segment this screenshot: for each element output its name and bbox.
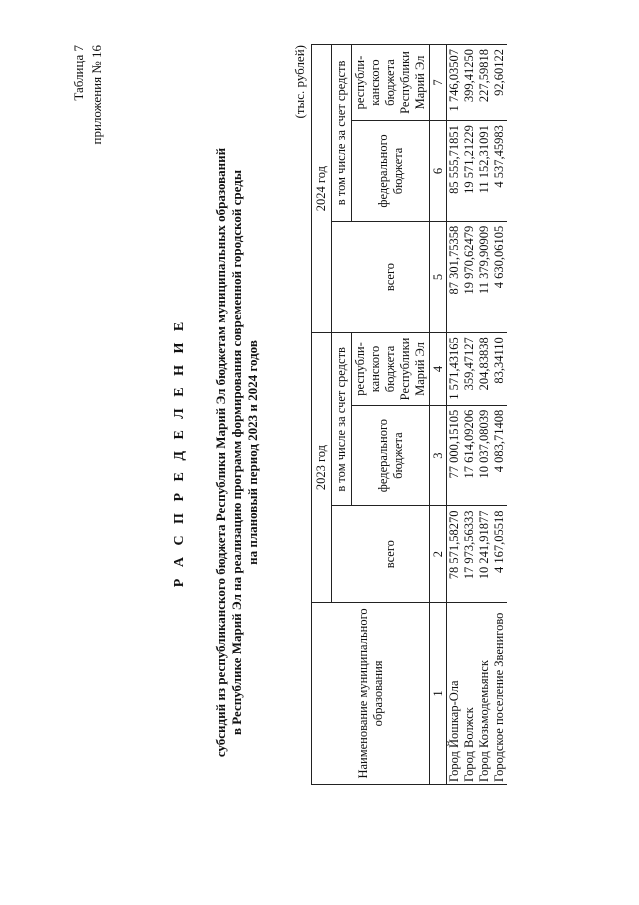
row-name: Город Волжск [462, 602, 477, 784]
units-label: (тыс. рублей) [292, 45, 307, 119]
col-header-total-2023: всего [352, 506, 430, 602]
cell-value: 77 000,15105 [447, 405, 462, 506]
distribution-table [311, 44, 507, 785]
cell-value: 10 241,91877 [477, 506, 492, 602]
cell-value: 87 301,75358 [447, 221, 462, 332]
appendix-reference: приложения № 16 [89, 45, 104, 145]
col-number: 3 [430, 405, 447, 506]
cell-value: 1 746,03507 [447, 45, 462, 121]
cell-value: 10 037,08039 [477, 405, 492, 506]
col-header-federal-2024: федерального бюджета [352, 121, 430, 222]
subtitle-line-1: субсидий из республиканского бюджета Республики Марий Эл бюджетам муниципальных образований [213, 147, 228, 758]
cell-value: 83,34110 [492, 333, 507, 406]
table-row [477, 45, 492, 785]
table-row [462, 45, 477, 785]
cell-value: 4 537,45983 [492, 121, 507, 222]
row-name: Город Йошкар-Ола [447, 602, 462, 784]
col-number: 7 [430, 45, 447, 121]
cell-value: 399,41250 [462, 45, 477, 121]
col-number: 5 [430, 221, 447, 332]
cell-value: 4 083,71408 [492, 405, 507, 506]
cell-value: 359,47127 [462, 333, 477, 406]
cell-value: 85 555,71851 [447, 121, 462, 222]
col-number: 6 [430, 121, 447, 222]
col-header-year-2024: 2024 год [312, 45, 332, 333]
col-number: 1 [430, 602, 447, 784]
row-name: Городское поселение Звенигово [492, 602, 507, 784]
subtitle-line-2: в Республике Марий Эл на реализацию программ формирования современной городской среды [229, 170, 244, 736]
row-name: Город Козьмодемьянск [477, 602, 492, 784]
document-title: Р А С П Р Е Д Е Л Е Н И Е [172, 317, 187, 588]
cell-value: 204,83838 [477, 333, 492, 406]
table-number: Таблица 7 [71, 45, 86, 101]
cell-value: 227,59818 [477, 45, 492, 121]
cell-value: 11 152,31091 [477, 121, 492, 222]
col-header-total-2024: всего [352, 221, 430, 332]
table-row [447, 45, 462, 785]
table-row [492, 45, 507, 785]
subtitle-line-3: на плановый период 2023 и 2024 годов [245, 340, 260, 565]
cell-value: 4 630,06105 [492, 221, 507, 332]
cell-value: 92,60122 [492, 45, 507, 121]
col-header-republic-2024: республи- канского бюджета Республики Марий Эл [352, 45, 430, 121]
col-header-republic-2023: республи- канского бюджета Республики Марий Эл [352, 333, 430, 406]
col-header-year-2023: 2023 год [312, 333, 332, 603]
cell-value: 4 167,05518 [492, 506, 507, 602]
col-header-blank [332, 221, 352, 332]
cell-value: 78 571,58270 [447, 506, 462, 602]
col-header-blank [332, 506, 352, 602]
cell-value: 19 970,62479 [462, 221, 477, 332]
cell-value: 1 571,43165 [447, 333, 462, 406]
col-header-incl-2024: в том числе за счет средств [332, 45, 352, 222]
col-header-name: Наименование муниципального образования [312, 602, 430, 784]
cell-value: 17 614,09206 [462, 405, 477, 506]
col-number: 2 [430, 506, 447, 602]
cell-value: 17 973,56333 [462, 506, 477, 602]
col-header-federal-2023: федерального бюджета [352, 405, 430, 506]
col-header-incl-2023: в том числе за счет средств [332, 333, 352, 506]
cell-value: 19 571,21229 [462, 121, 477, 222]
col-number: 4 [430, 333, 447, 406]
cell-value: 11 379,90909 [477, 221, 492, 332]
